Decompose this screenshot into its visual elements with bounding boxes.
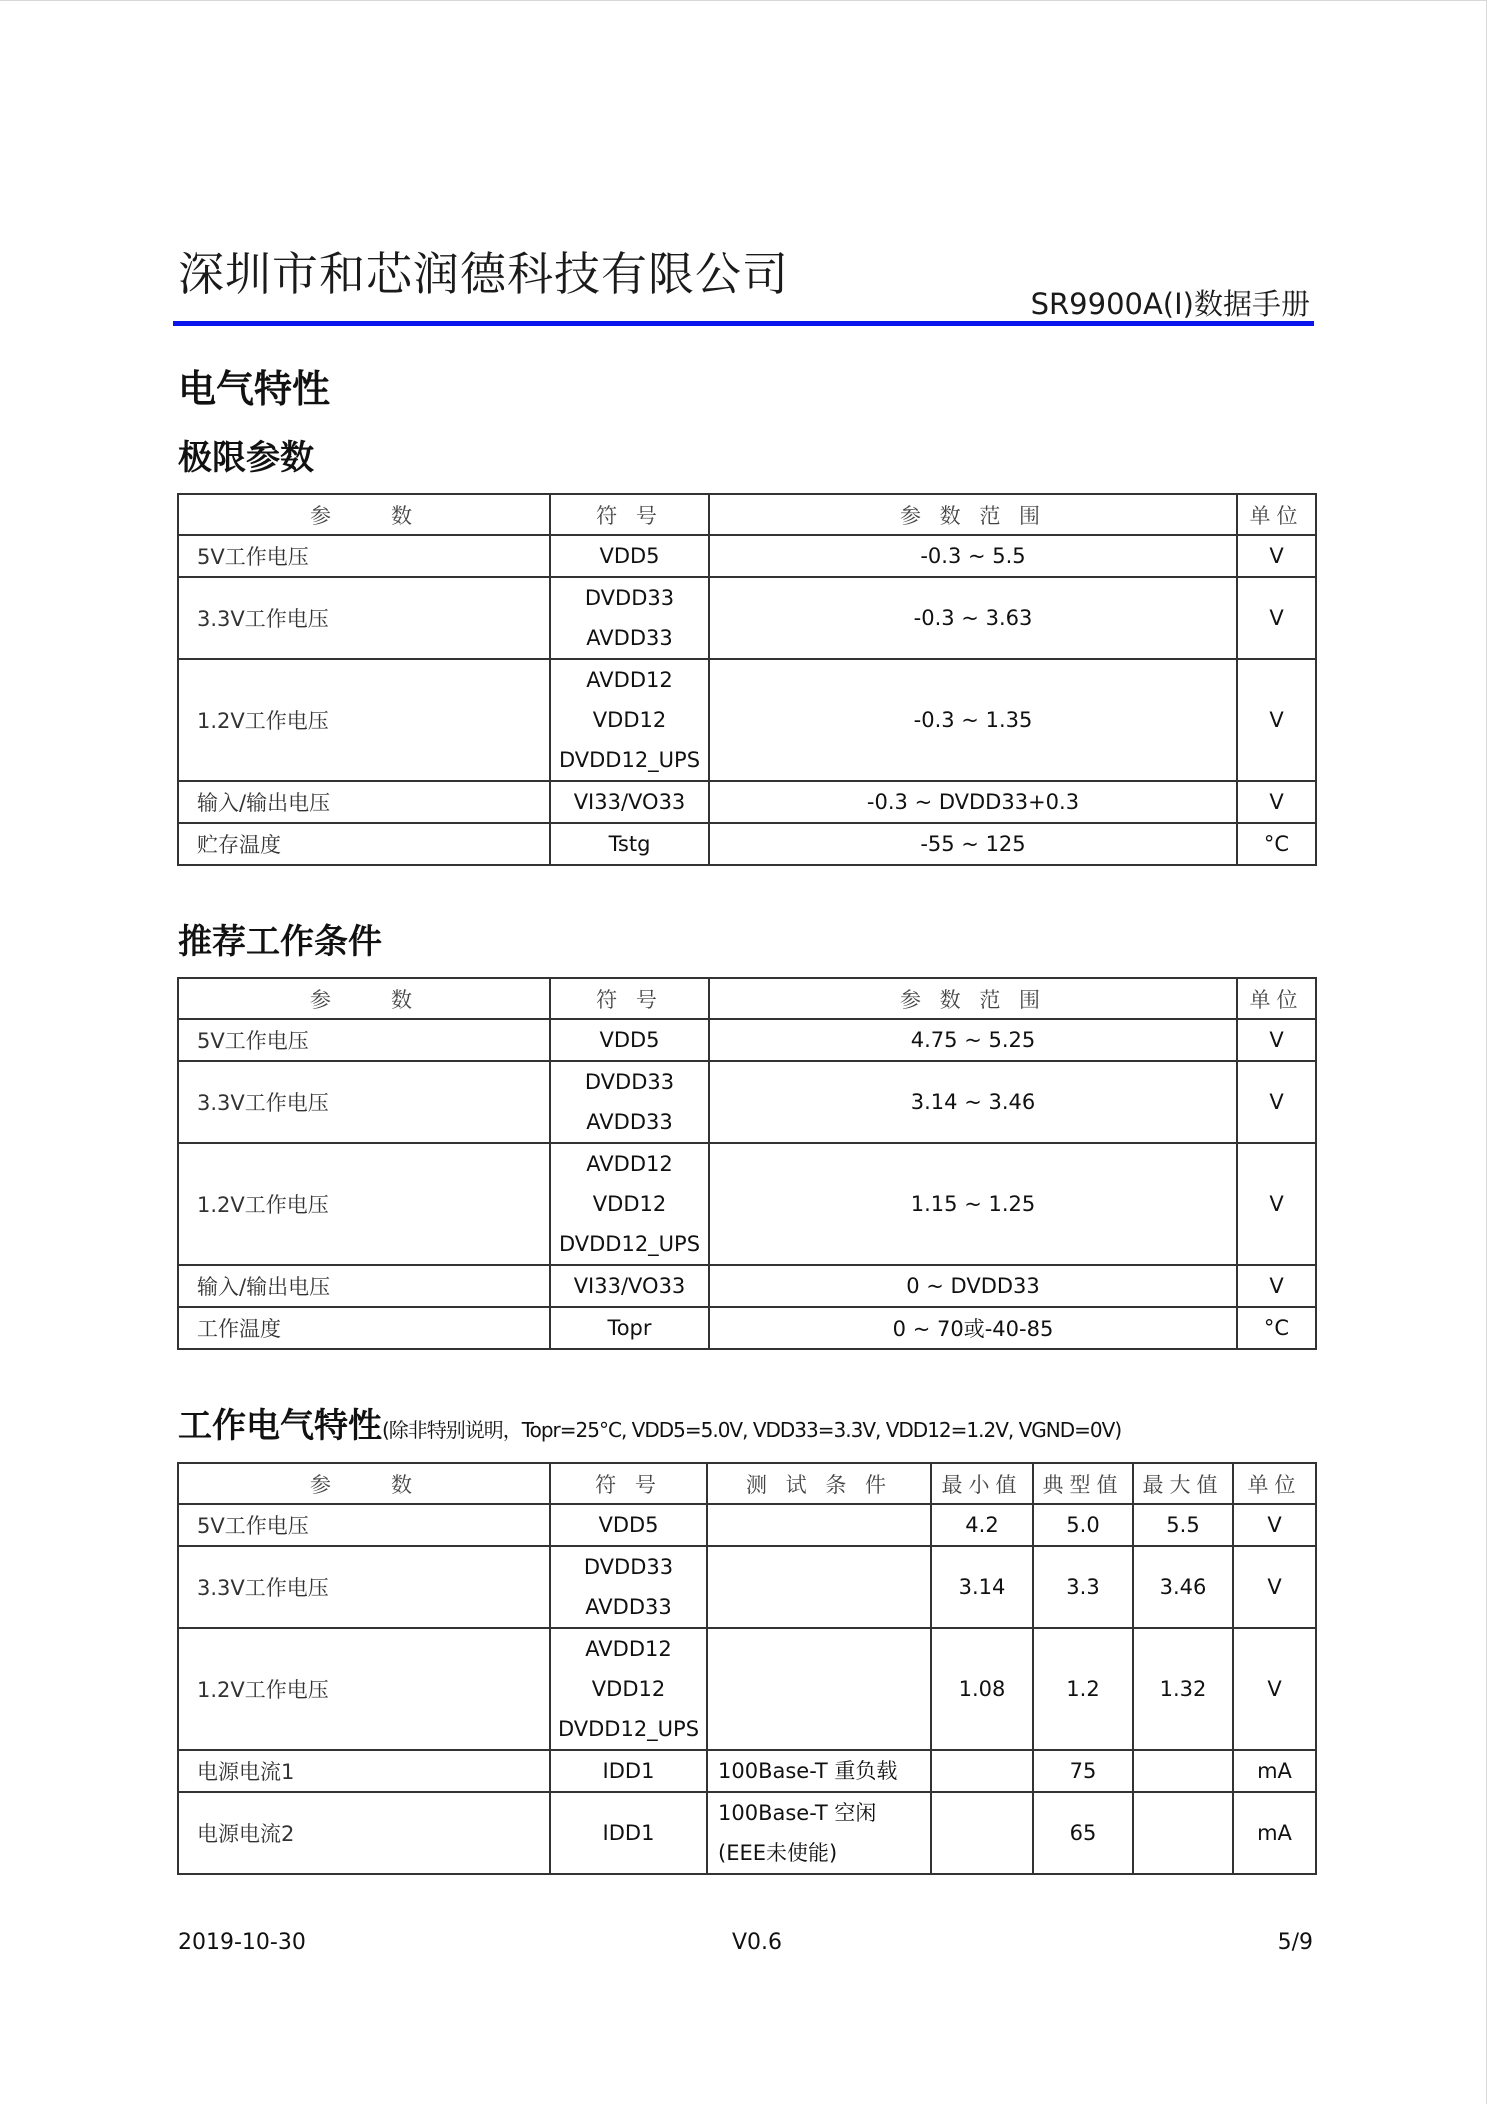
unit-cell: mA <box>1233 1792 1316 1874</box>
table-row <box>178 1750 1316 1792</box>
max-cell: 3.46 <box>1133 1546 1233 1628</box>
condition-cell <box>707 1792 931 1874</box>
min-cell <box>931 1792 1033 1874</box>
operating-title <box>178 1398 1121 1447</box>
table-header-row <box>178 1463 1316 1504</box>
column-header: 符 号 <box>550 494 709 535</box>
operating-title-text: 工作电气特性 <box>178 1406 382 1446</box>
unit-cell: V <box>1237 1061 1316 1143</box>
range-cell: 4.75 ~ 5.25 <box>709 1019 1237 1061</box>
symbol-cell <box>550 659 709 781</box>
symbol: IDD1 <box>602 1759 655 1783</box>
param-cell: 电源电流1 <box>178 1750 550 1792</box>
unit-cell: V <box>1237 1019 1316 1061</box>
typ-cell: 75 <box>1033 1750 1133 1792</box>
max-cell <box>1133 1792 1233 1874</box>
table-row <box>178 1265 1316 1307</box>
typ-cell: 1.2 <box>1033 1628 1133 1750</box>
symbol-cell <box>550 1750 707 1792</box>
table-row <box>178 1792 1316 1874</box>
symbol: IDD1 <box>602 1821 655 1845</box>
symbol-cell <box>550 1143 709 1265</box>
symbol: Tstg <box>608 832 651 856</box>
symbol: DVDD33 <box>584 586 675 610</box>
abs-max-title: 极限参数 <box>178 438 314 478</box>
unit-cell: V <box>1233 1504 1316 1546</box>
column-header: 参 数 范 围 <box>709 978 1237 1019</box>
table-header-row <box>178 978 1316 1019</box>
footer-version: V0.6 <box>732 1930 783 1955</box>
range-cell: 0 ~ DVDD33 <box>709 1265 1237 1307</box>
symbol-cell <box>550 781 709 823</box>
symbol: DVDD33 <box>584 1070 675 1094</box>
param-cell: 1.2V工作电压 <box>178 1143 550 1265</box>
unit-cell: V <box>1237 659 1316 781</box>
table-row <box>178 1628 1316 1750</box>
min-cell: 4.2 <box>931 1504 1033 1546</box>
symbol: AVDD12 <box>585 1637 672 1661</box>
max-cell: 1.32 <box>1133 1628 1233 1750</box>
param-cell: 电源电流2 <box>178 1792 550 1874</box>
column-header: 参 数 <box>178 1463 550 1504</box>
column-header: 典型值 <box>1033 1463 1133 1504</box>
typ-cell: 65 <box>1033 1792 1133 1874</box>
table-row <box>178 1546 1316 1628</box>
condition-line: (EEE未使能) <box>718 1841 838 1865</box>
symbol-cell <box>550 1265 709 1307</box>
table-row <box>178 659 1316 781</box>
condition-cell <box>707 1504 931 1546</box>
column-header: 参 数 <box>178 494 550 535</box>
max-cell: 5.5 <box>1133 1504 1233 1546</box>
param-cell: 输入/输出电压 <box>178 781 550 823</box>
condition-line: 100Base-T 重负载 <box>718 1759 898 1783</box>
table-row <box>178 1019 1316 1061</box>
table-header-row <box>178 494 1316 535</box>
column-header: 符 号 <box>550 978 709 1019</box>
max-cell <box>1133 1750 1233 1792</box>
column-header: 最小值 <box>931 1463 1033 1504</box>
condition-cell <box>707 1546 931 1628</box>
symbol-cell <box>550 1307 709 1349</box>
symbol: VI33/VO33 <box>573 790 686 814</box>
unit-cell: °C <box>1237 1307 1316 1349</box>
range-cell: -0.3 ~ 3.63 <box>709 577 1237 659</box>
table-row <box>178 1307 1316 1349</box>
symbol-cell <box>550 535 709 577</box>
range-cell: -0.3 ~ 5.5 <box>709 535 1237 577</box>
document-title: SR9900A(I)数据手册 <box>1030 287 1310 321</box>
unit-cell: °C <box>1237 823 1316 865</box>
symbol: VDD5 <box>599 544 660 568</box>
symbol: DVDD33 <box>583 1555 674 1579</box>
column-header: 单位 <box>1237 978 1316 1019</box>
param-cell: 3.3V工作电压 <box>178 577 550 659</box>
symbol: VDD12 <box>592 708 667 732</box>
symbol-cell <box>550 1628 707 1750</box>
min-cell: 3.14 <box>931 1546 1033 1628</box>
symbol: AVDD12 <box>586 1152 673 1176</box>
symbol: DVDD12_UPS <box>558 1232 701 1256</box>
symbol-cell <box>550 1792 707 1874</box>
range-cell: 1.15 ~ 1.25 <box>709 1143 1237 1265</box>
table-row <box>178 1504 1316 1546</box>
range-cell: -55 ~ 125 <box>709 823 1237 865</box>
unit-cell: V <box>1237 577 1316 659</box>
symbol: VDD5 <box>598 1513 659 1537</box>
operating-table <box>177 1462 1317 1875</box>
table-row <box>178 535 1316 577</box>
symbol: AVDD12 <box>586 668 673 692</box>
company-name: 深圳市和芯润德科技有限公司 <box>178 247 789 301</box>
table-row <box>178 781 1316 823</box>
param-cell: 1.2V工作电压 <box>178 1628 550 1750</box>
symbol: DVDD12_UPS <box>558 748 701 772</box>
column-header: 测 试 条 件 <box>707 1463 931 1504</box>
unit-cell: V <box>1233 1546 1316 1628</box>
typ-cell: 3.3 <box>1033 1546 1133 1628</box>
param-cell: 3.3V工作电压 <box>178 1546 550 1628</box>
column-header: 符 号 <box>550 1463 707 1504</box>
param-cell: 5V工作电压 <box>178 1504 550 1546</box>
column-header: 参 数 范 围 <box>709 494 1237 535</box>
unit-cell: mA <box>1233 1750 1316 1792</box>
column-header: 最大值 <box>1133 1463 1233 1504</box>
param-cell: 5V工作电压 <box>178 1019 550 1061</box>
symbol: AVDD33 <box>586 626 673 650</box>
symbol-cell <box>550 577 709 659</box>
typ-cell: 5.0 <box>1033 1504 1133 1546</box>
param-cell: 工作温度 <box>178 1307 550 1349</box>
unit-cell: V <box>1237 781 1316 823</box>
symbol: VDD12 <box>592 1192 667 1216</box>
param-cell: 贮存温度 <box>178 823 550 865</box>
operating-note: (除非特别说明，Topr=25°C, VDD5=5.0V, VDD33=3.3V, VDD12=1.2V, VGND=0V) <box>382 1418 1122 1442</box>
symbol: VI33/VO33 <box>573 1274 686 1298</box>
param-cell: 输入/输出电压 <box>178 1265 550 1307</box>
header-rule <box>173 321 1314 326</box>
section-title: 电气特性 <box>178 367 331 411</box>
param-cell: 3.3V工作电压 <box>178 1061 550 1143</box>
symbol: AVDD33 <box>585 1595 672 1619</box>
table-row <box>178 1143 1316 1265</box>
column-header: 单位 <box>1237 494 1316 535</box>
symbol: VDD5 <box>599 1028 660 1052</box>
condition-cell <box>707 1628 931 1750</box>
unit-cell: V <box>1237 1265 1316 1307</box>
range-cell: 0 ~ 70或-40-85 <box>709 1307 1237 1349</box>
symbol-cell <box>550 823 709 865</box>
footer-page: 5/9 <box>1277 1930 1313 1955</box>
unit-cell: V <box>1233 1628 1316 1750</box>
min-cell: 1.08 <box>931 1628 1033 1750</box>
table-row <box>178 577 1316 659</box>
unit-cell: V <box>1237 1143 1316 1265</box>
abs-max-table <box>177 493 1317 866</box>
symbol-cell <box>550 1546 707 1628</box>
symbol-cell <box>550 1061 709 1143</box>
column-header: 参 数 <box>178 978 550 1019</box>
param-cell: 1.2V工作电压 <box>178 659 550 781</box>
symbol: AVDD33 <box>586 1110 673 1134</box>
recommended-table <box>177 977 1317 1350</box>
symbol: DVDD12_UPS <box>557 1717 700 1741</box>
symbol-cell <box>550 1019 709 1061</box>
footer-date: 2019-10-30 <box>178 1930 306 1955</box>
condition-cell <box>707 1750 931 1792</box>
table-row <box>178 1061 1316 1143</box>
column-header: 单位 <box>1233 1463 1316 1504</box>
min-cell <box>931 1750 1033 1792</box>
unit-cell: V <box>1237 535 1316 577</box>
range-cell: 3.14 ~ 3.46 <box>709 1061 1237 1143</box>
range-cell: -0.3 ~ DVDD33+0.3 <box>709 781 1237 823</box>
range-cell: -0.3 ~ 1.35 <box>709 659 1237 781</box>
table-row <box>178 823 1316 865</box>
symbol-cell <box>550 1504 707 1546</box>
recommended-title: 推荐工作条件 <box>178 922 382 962</box>
symbol: VDD12 <box>591 1677 666 1701</box>
condition-line: 100Base-T 空闲 <box>718 1801 877 1825</box>
param-cell: 5V工作电压 <box>178 535 550 577</box>
symbol: Topr <box>607 1316 652 1340</box>
